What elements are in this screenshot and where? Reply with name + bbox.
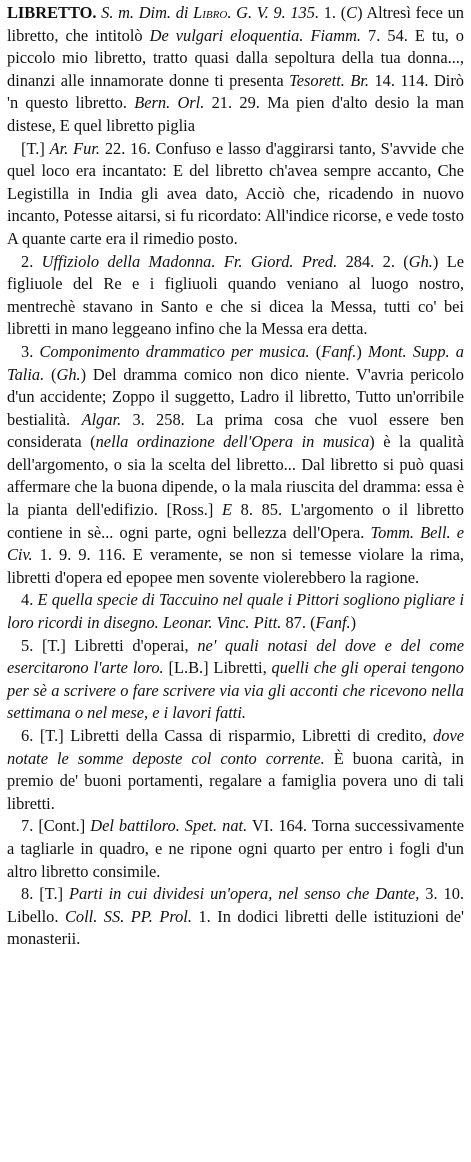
s2-run: 284. 2. ( — [337, 251, 409, 271]
sense-7 — [7, 815, 464, 883]
sense-8 — [7, 883, 464, 951]
s1-run: De vulgari eloquentia. Fiamm. — [149, 25, 362, 45]
s6-run: È buona carità, in premio de' buoni portamenti, regalare a famiglia povera uno di tali libretti. — [7, 748, 464, 813]
s3-run: 1. 9. 9. 116. E veramente, se non si temesse violare la rima, libretti d'opera ed epopee men sovente violerebbero la ragione. — [7, 545, 464, 587]
s3-run: Algar. — [81, 409, 122, 429]
s5-run: [L.B.] Libretti, — [163, 658, 272, 678]
s3-run: ( — [44, 364, 57, 384]
s5-run: quelli che gli operai tengono per sè a scrivere o fare scrivere via via gli acconti che ricevono nella settimana o nel mese, e i lavori fatti. — [7, 658, 464, 723]
s7-run: 7. [Cont.] — [21, 816, 91, 836]
s2-run: 2. — [21, 251, 42, 271]
s8-run: 3. 10. Libello. — [7, 884, 464, 926]
sense-3 — [7, 341, 464, 590]
s3-run: ( — [309, 341, 322, 361]
entry-grammar: S. m. Dim. di — [101, 3, 189, 22]
s1-run: Tesorett. Br. — [289, 70, 370, 90]
s1-run: C — [346, 3, 358, 22]
s3-run: Tomm. Bell. e Civ. — [7, 522, 464, 565]
s4-run: ) — [350, 613, 357, 633]
s8-run: Parti in cui dividesi un'opera, nel senso che Dante, — [68, 884, 420, 904]
s6-run: dove notate le somme deposte col conto corrente. — [7, 726, 464, 768]
s1-run: 21. 29. Ma pien d'alto desio la man distese, E quel libretto piglia — [7, 93, 464, 135]
s1-run: ) Altresì fece un libretto, che intitolò — [7, 3, 464, 45]
sense-1-body — [7, 3, 464, 135]
s4-run: 87. ( — [281, 613, 316, 633]
s1-run: 1. ( — [323, 3, 347, 22]
s4-run: E quella specie di Taccuino nel quale i Pittori sogliono pigliare i loro ricordi in disegno. Leonar. Vinc. Pitt. — [7, 590, 465, 633]
s8-run: Coll. SS. PP. Prol. — [64, 906, 192, 926]
s1-run: 14. 114. Dirò 'n questo libretto. — [7, 70, 465, 113]
s3-run: Gh. — [56, 364, 81, 384]
s8-run: 8. [T.] — [21, 884, 69, 904]
s3-run: Mont. Supp. a Talia. — [7, 341, 465, 384]
s2-run: Uffiziolo della Madonna. Fr. Giord. Pred. — [41, 251, 338, 271]
s5-run: ne' quali notasi del dove e del come esercitarono l'arte loro. — [7, 635, 464, 678]
s6-run: 6. [T.] Libretti della Cassa di risparmio, Libretti di credito, — [21, 726, 434, 745]
s3-run: 8. 85. L'argomento o il libretto contiene in sè... ogni parte, ogni bellezza dell'Opera. — [7, 500, 464, 542]
s1-run: 7. 54. E tu, o piccolo mio libretto, tratto quasi dalla sepoltura della tua donna..., dinanzi alle innamorate donne ti presenta — [7, 25, 464, 90]
s1b-run: Ar. Fur. — [49, 138, 101, 158]
s3-run: Componimento drammatico per musica. — [39, 341, 310, 361]
s7-run: VI. 164. Torna successivamente a tagliarle in quadro, e ne ripone ogni quarto per entro i fogli d'un altro libretto consimile. — [7, 816, 464, 881]
sense-5 — [7, 635, 464, 725]
entry-headword: LIBRETTO. — [7, 3, 97, 22]
s1b-run: 22. 16. Confuso e lasso d'aggirarsi tanto, S'avvide che quel loco era incantato: E del libretto ch'avea sempre accanto, Che Legistilla in India gli avea dato, Acciò che, ricadendo in nuovo incanto, Potesse aitarsi, si fu ricordato: All'indice ricorse, e vede tosto A quante carte era il rimedio posto. — [7, 138, 464, 248]
s3-run: E — [222, 500, 233, 520]
s2-run: ) Le figliuole del Re e i figliuoli quando veniano al luogo nostro, mentrechè stavano in Santo e che si dicea la Messa, tutti co' bei libretti in mano leggeano infino che la Messa era detta. — [7, 251, 464, 339]
s3-run: ) Del dramma comico non dico niente. V'avria pericolo d'un accidente; Zoppo il suggetto, Ladro il libretto, Tutto un'orribile bestialità. — [7, 364, 464, 429]
s1-run: Bern. Orl. — [134, 93, 205, 113]
s2-run: Gh. — [408, 251, 433, 271]
s4-run: 4. — [21, 590, 38, 610]
s3-run: nella ordinazione dell'Opera in musica — [95, 432, 370, 452]
s3-run: Fanf. — [321, 341, 357, 361]
entry-head-paragraph — [7, 2, 464, 138]
s7-run: Del battiloro. Spet. nat. — [90, 816, 248, 836]
sense-1-continuation — [7, 138, 464, 251]
sense-4 — [7, 589, 464, 634]
entry-reference: . G. V. 9. 135. — [227, 3, 320, 22]
entry-root: Libro — [193, 3, 228, 22]
s3-run: 3. — [21, 341, 40, 361]
s1b-run: [T.] — [21, 138, 50, 158]
s8-run: 1. In dodici libretti delle istituzioni de' monasterii. — [7, 906, 464, 949]
s3-run: ) — [356, 341, 368, 361]
s4-run: Fanf. — [315, 613, 351, 633]
s3-run: 3. 258. La prima cosa che vuol essere ben considerata ( — [7, 409, 464, 452]
s3-run: ) è la qualità dell'argomento, o sia la scelta del libretto... Dal libretto si può quasi affermare che la buona dipende, o la mala riuscita del dramma: essa è la pianta dell'edifizio. [Ross.] — [7, 432, 465, 520]
sense-6 — [7, 725, 464, 815]
s5-run: 5. [T.] Libretti d'operai, — [21, 635, 198, 655]
sense-2 — [7, 251, 464, 341]
